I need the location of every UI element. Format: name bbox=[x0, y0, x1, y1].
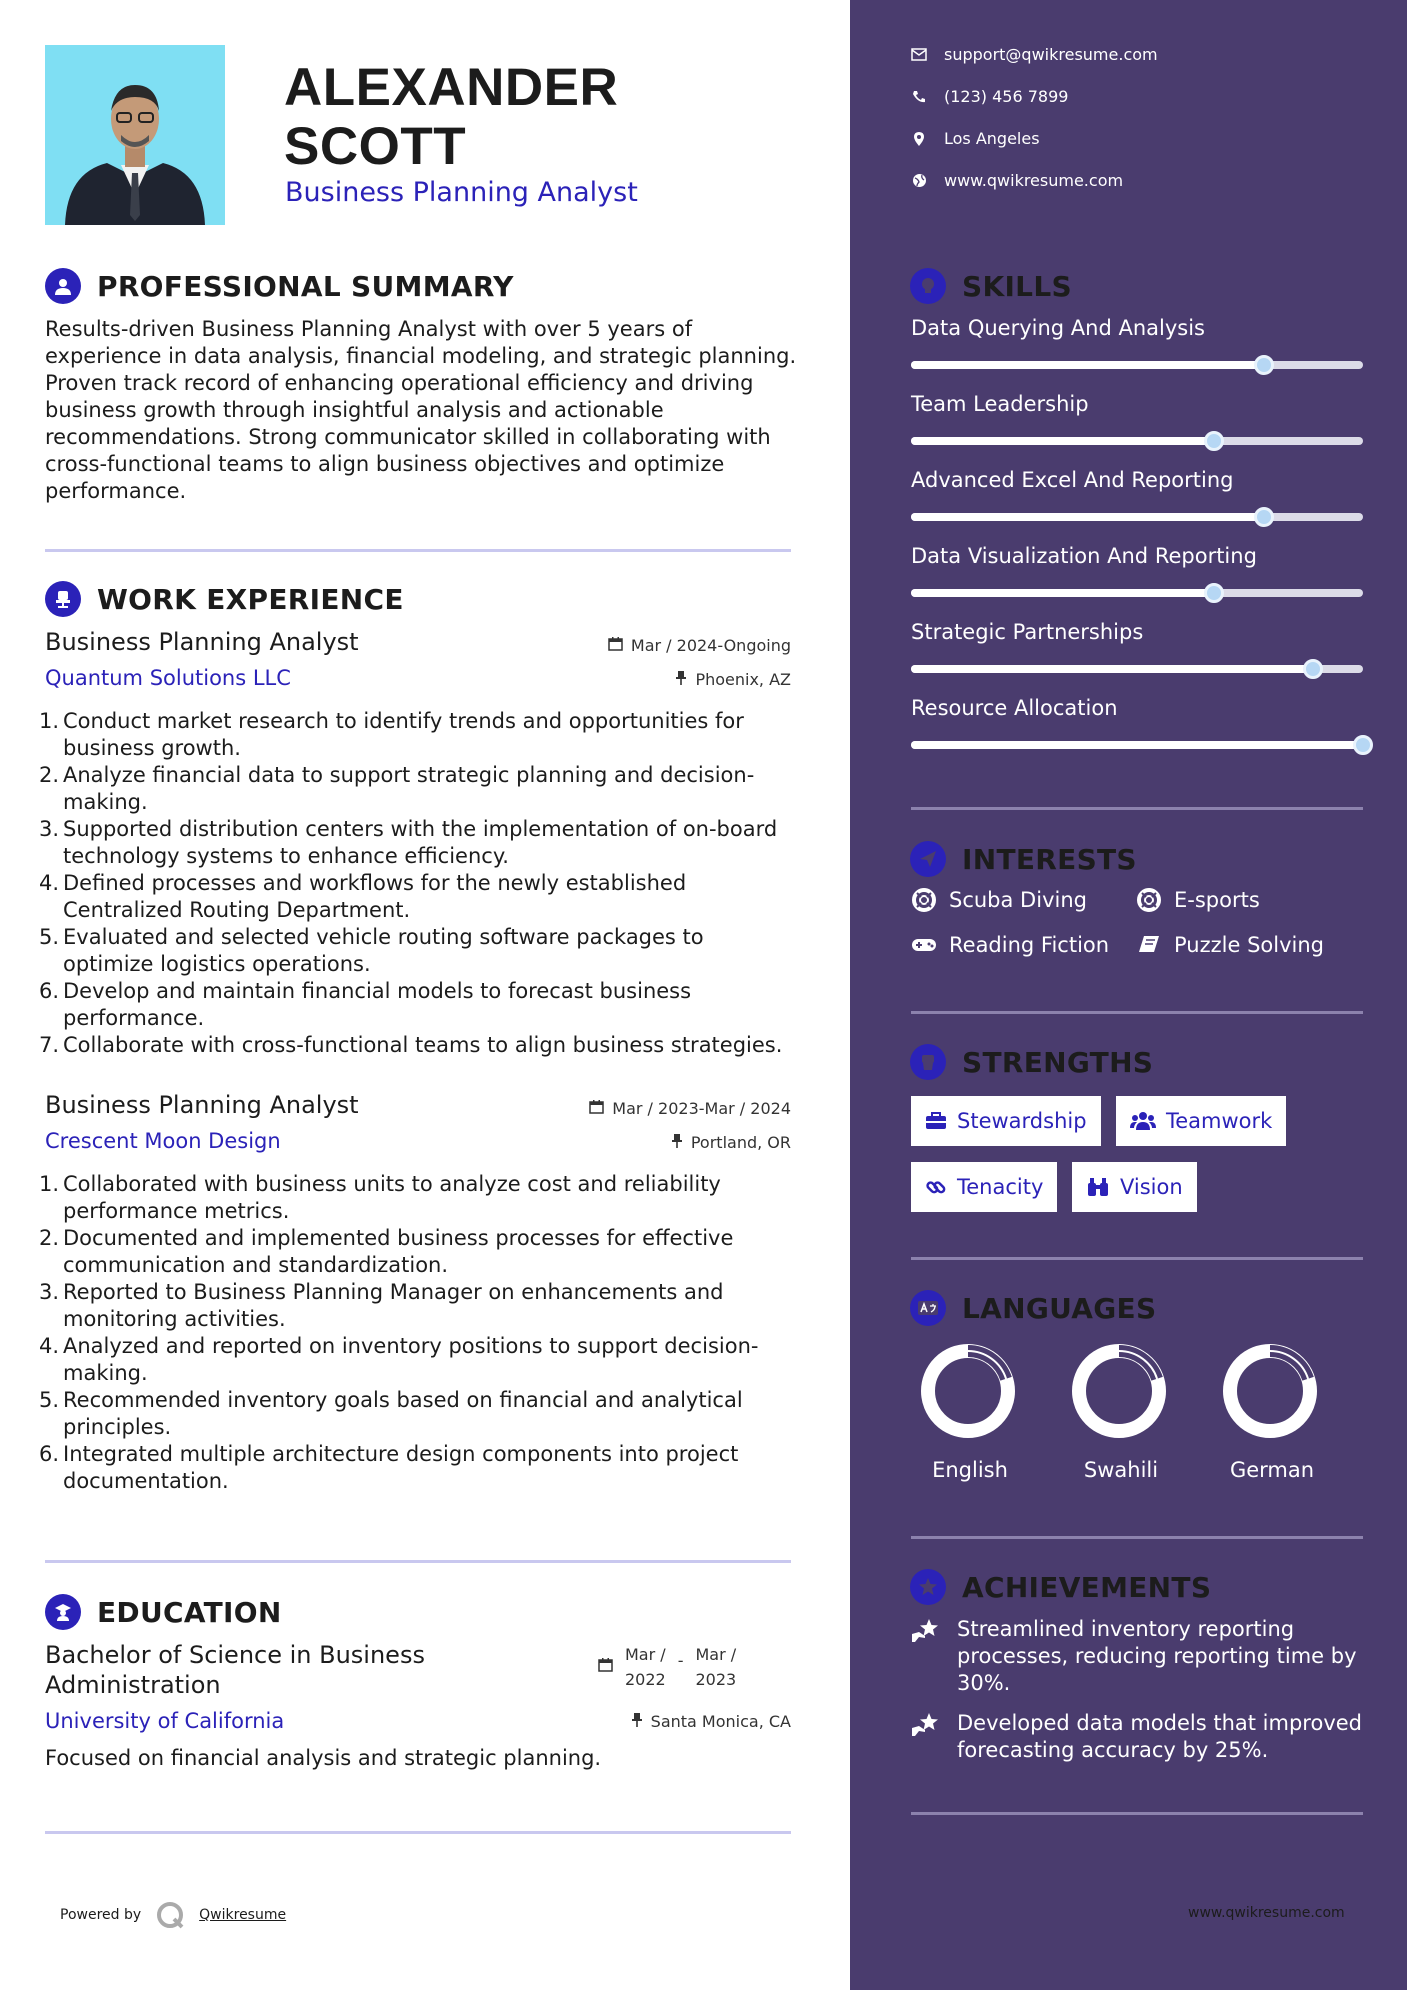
divider bbox=[911, 1536, 1363, 1539]
list-item: 4. Defined processes and workflows for the newly established Centralized Routing Department. bbox=[39, 871, 687, 922]
strength-tag: Stewardship bbox=[911, 1096, 1101, 1146]
job-title: Business Planning Analyst bbox=[45, 628, 359, 656]
contact-location: Los Angeles bbox=[910, 129, 1040, 148]
interest-item: E-sports bbox=[1136, 887, 1260, 913]
list-item: 4. Analyzed and reported on inventory positions to support decision- making. bbox=[39, 1334, 759, 1385]
phone-icon bbox=[910, 88, 928, 106]
languages-heading: LANGUAGES bbox=[910, 1290, 1156, 1326]
skills-heading: SKILLS bbox=[910, 268, 1072, 304]
skill-label: Resource Allocation bbox=[911, 696, 1118, 720]
company-name: Crescent Moon Design bbox=[45, 1129, 281, 1153]
job-location: Phoenix, AZ bbox=[520, 670, 791, 689]
summary-text: Results-driven Business Planning Analyst with over 5 years of experience in data analysis, financial modeling, and strategic planning. Proven track record of enhancing operational efficiency and driving business growth through insightful analysis and actionable recommendations. Strong communicator skilled in collaborating with cross-functional teams to align business objectives and optimize performance. bbox=[45, 317, 797, 503]
list-item: 2. Documented and implemented business processes for effective communication and standardization. bbox=[39, 1226, 734, 1277]
list-item: 6. Integrated multiple architecture design components into project documentation. bbox=[39, 1442, 739, 1493]
footer-website[interactable]: www.qwikresume.com bbox=[1188, 1905, 1345, 1921]
education-location: Santa Monica, CA bbox=[520, 1712, 791, 1731]
interest-item: Reading Fiction bbox=[911, 932, 1109, 958]
star-badge-icon bbox=[910, 1569, 946, 1605]
hand-star-icon bbox=[911, 1616, 945, 1697]
skill-level-knob bbox=[1353, 735, 1373, 755]
skill-bar-fill bbox=[911, 361, 1264, 369]
list-item: 1. Conduct market research to identify trends and opportunities for business growth. bbox=[39, 709, 744, 760]
skill-bar bbox=[911, 665, 1363, 673]
list-item: 2. Analyze financial data to support strategic planning and decision- making. bbox=[39, 763, 755, 814]
divider bbox=[45, 1560, 791, 1563]
briefcase-icon bbox=[925, 1112, 947, 1130]
skill-level-knob bbox=[1254, 507, 1274, 527]
skill-bar-fill bbox=[911, 665, 1313, 673]
list-item: 5. Recommended inventory goals based on financial and analytical principles. bbox=[39, 1388, 743, 1439]
job-responsibilities bbox=[39, 708, 835, 1059]
strength-tag: Teamwork bbox=[1116, 1096, 1286, 1146]
life-ring-icon bbox=[911, 887, 937, 913]
list-item: 7. Collaborate with cross-functional teams to align business strategies. bbox=[39, 1033, 783, 1057]
language-name: Swahili bbox=[1083, 1458, 1159, 1482]
calendar-icon bbox=[598, 1642, 613, 1692]
contact-website[interactable]: www.qwikresume.com bbox=[910, 171, 1123, 190]
list-item: 6. Develop and maintain financial models to forecast business performance. bbox=[39, 979, 692, 1030]
divider bbox=[45, 549, 791, 552]
skill-level-knob bbox=[1204, 583, 1224, 603]
powered-by: Powered by Qwikresume bbox=[60, 1900, 286, 1930]
life-ring-icon bbox=[1136, 887, 1162, 913]
interest-item: Scuba Diving bbox=[911, 887, 1087, 913]
strength-tag: Vision bbox=[1072, 1162, 1197, 1212]
paper-plane-icon bbox=[910, 841, 946, 877]
skill-bar-fill bbox=[911, 589, 1214, 597]
language-name: English bbox=[932, 1458, 1008, 1482]
experience-heading: WORK EXPERIENCE bbox=[45, 581, 404, 617]
language-level-donut bbox=[1069, 1341, 1169, 1441]
education-dates: Mar / 2022 - Mar / 2023 bbox=[598, 1642, 736, 1692]
skill-bar bbox=[911, 589, 1363, 597]
divider bbox=[911, 1812, 1363, 1815]
achievement-item: Streamlined inventory reporting processes, reducing reporting time by 30%. bbox=[911, 1616, 1371, 1697]
skill-label: Strategic Partnerships bbox=[911, 620, 1144, 644]
skill-bar bbox=[911, 361, 1363, 369]
candidate-name: ALEXANDER SCOTT bbox=[284, 58, 619, 176]
skill-label: Advanced Excel And Reporting bbox=[911, 468, 1234, 492]
candidate-title: Business Planning Analyst bbox=[285, 177, 638, 208]
job-dates: Mar / 2023-Mar / 2024 bbox=[520, 1099, 791, 1118]
profile-photo bbox=[45, 45, 225, 225]
job-title: Business Planning Analyst bbox=[45, 1091, 359, 1119]
gamepad-icon bbox=[911, 932, 937, 958]
divider bbox=[911, 807, 1363, 810]
list-item: 3. Supported distribution centers with the implementation of on-board technology systems to enhance efficiency. bbox=[39, 817, 778, 868]
skill-label: Team Leadership bbox=[911, 392, 1089, 416]
lightbulb-icon bbox=[910, 268, 946, 304]
skill-level-knob bbox=[1204, 431, 1224, 451]
calendar-icon bbox=[608, 636, 623, 655]
skill-bar bbox=[911, 741, 1363, 749]
skill-bar bbox=[911, 437, 1363, 445]
language-icon bbox=[910, 1290, 946, 1326]
qwikresume-logo-icon bbox=[155, 1900, 185, 1930]
binoculars-icon bbox=[1086, 1177, 1110, 1197]
pin-icon bbox=[675, 670, 687, 689]
language-name: German bbox=[1229, 1458, 1315, 1482]
divider bbox=[45, 1831, 791, 1834]
pin-icon bbox=[631, 1712, 643, 1731]
strength-tag: Tenacity bbox=[911, 1162, 1057, 1212]
list-item: 3. Reported to Business Planning Manager on enhancements and monitoring activities. bbox=[39, 1280, 724, 1331]
company-name: Quantum Solutions LLC bbox=[45, 666, 291, 690]
list-item: 1. Collaborated with business units to analyze cost and reliability performance metrics. bbox=[39, 1172, 721, 1223]
user-icon bbox=[45, 268, 81, 304]
skill-bar bbox=[911, 513, 1363, 521]
map-marker-icon bbox=[910, 130, 928, 148]
users-icon bbox=[1130, 1111, 1156, 1131]
pin-icon bbox=[671, 1133, 683, 1152]
language-level-donut bbox=[1220, 1341, 1320, 1441]
job-location: Portland, OR bbox=[520, 1133, 791, 1152]
skill-bar-fill bbox=[911, 513, 1264, 521]
interest-item: Puzzle Solving bbox=[1136, 932, 1324, 958]
education-heading: EDUCATION bbox=[45, 1594, 282, 1630]
interests-heading: INTERESTS bbox=[910, 841, 1137, 877]
list-item: 5. Evaluated and selected vehicle routing software packages to optimize logistics operations. bbox=[39, 925, 704, 976]
graduate-icon bbox=[45, 1594, 81, 1630]
divider bbox=[911, 1011, 1363, 1014]
achievement-item: Developed data models that improved forecasting accuracy by 25%. bbox=[911, 1710, 1371, 1764]
job-responsibilities bbox=[39, 1171, 835, 1495]
qwikresume-link[interactable]: Qwikresume bbox=[199, 1907, 287, 1923]
envelope-icon bbox=[910, 46, 928, 64]
contact-phone[interactable]: (123) 456 7899 bbox=[910, 87, 1068, 106]
globe-icon bbox=[910, 172, 928, 190]
briefcase-chair-icon bbox=[45, 581, 81, 617]
skill-bar-fill bbox=[911, 437, 1214, 445]
school-name: University of California bbox=[45, 1709, 285, 1733]
skill-label: Data Visualization And Reporting bbox=[911, 544, 1257, 568]
skill-label: Data Querying And Analysis bbox=[911, 316, 1205, 340]
language-level-donut bbox=[918, 1341, 1018, 1441]
divider bbox=[911, 1257, 1363, 1260]
book-icon bbox=[1136, 932, 1162, 958]
summary-heading: PROFESSIONAL SUMMARY bbox=[45, 268, 514, 304]
skill-bar-fill bbox=[911, 741, 1363, 749]
skill-level-knob bbox=[1254, 355, 1274, 375]
contact-email[interactable]: support@qwikresume.com bbox=[910, 45, 1158, 64]
job-dates: Mar / 2024-Ongoing bbox=[520, 636, 791, 655]
link-icon bbox=[925, 1176, 947, 1198]
education-description: Focused on financial analysis and strategic planning. bbox=[45, 1746, 602, 1770]
fist-icon bbox=[910, 1044, 946, 1080]
hand-star-icon bbox=[911, 1710, 945, 1764]
strengths-heading: STRENGTHS bbox=[910, 1044, 1153, 1080]
calendar-icon bbox=[589, 1099, 604, 1118]
degree-title: Bachelor of Science in Business Administration bbox=[45, 1641, 425, 1699]
achievements-heading: ACHIEVEMENTS bbox=[910, 1569, 1211, 1605]
